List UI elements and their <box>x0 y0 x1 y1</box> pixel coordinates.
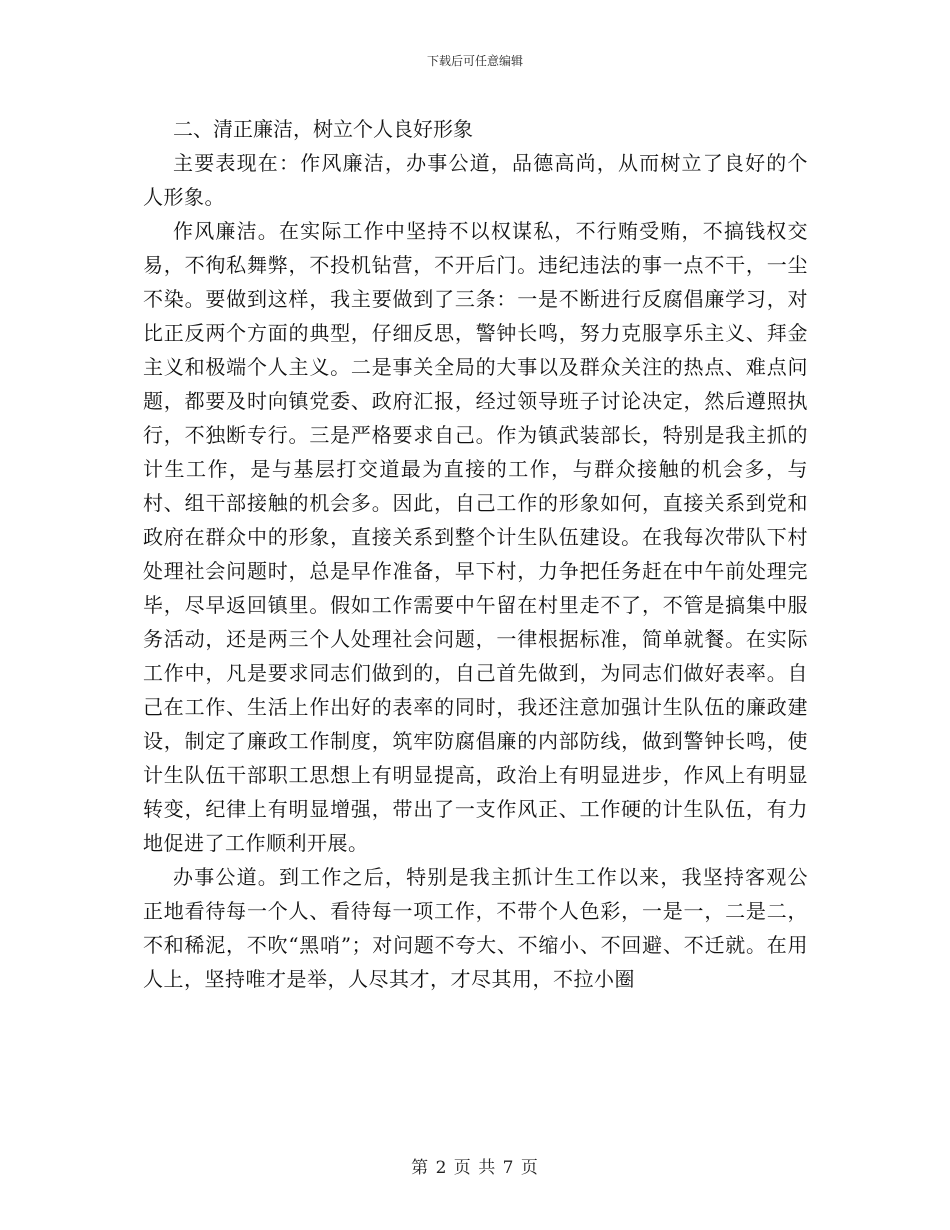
paragraph-intro: 主要表现在：作风廉洁，办事公道，品德高尚，从而树立了良好的个人形象。 <box>143 151 808 209</box>
page-header: 下载后可任意编辑 <box>426 54 523 68</box>
paragraph-fairness: 办事公道。到工作之后，特别是我主抓计生工作以来，我坚持客观公正地看待每一个人、看待每一项工作，不带个人色彩，一是一，二是二，不和稀泥，不吹“黑哨”；对问题不夸大、不缩小、不回避、不迁就。在用人上，坚持唯才是举，人尽其才，才尽其用，不拉小圈 <box>143 865 808 991</box>
page-number: 第 2 页 共 7 页 <box>411 1158 539 1178</box>
document-body <box>143 112 808 996</box>
paragraph-integrity: 作风廉洁。在实际工作中坚持不以权谋私，不行贿受贿，不搞钱权交易，不徇私舞弊，不投机钻营，不开后门。违纪违法的事一点不干，一尘不染。要做到这样，我主要做到了三条：一是不断进行反腐倡廉学习，对比正反两个方面的典型，仔细反思，警钟长鸣，努力克服享乐主义、拜金主义和极端个人主义。二是事关全局的大事以及群众关注的热点、难点问题，都要及时向镇党委、政府汇报，经过领导班子讨论决定，然后遵照执行，不独断专行。三是严格要求自己。作为镇武装部长，特别是我主抓的计生工作，是与基层打交道最为直接的工作，与群众接触的机会多，与村、组干部接触的机会多。因此，自己工作的形象如何，直接关系到党和政府在群众中的形象，直接关系到整个计生队伍建设。在我每次带队下村处理社会问题时，总是早作准备，早下村，力争把任务赶在中午前处理完毕，尽早返回镇里。假如工作需要中午留在村里走不了，不管是搞集中服务活动，还是两三个人处理社会问题，一律根据标准，简单就餐。在实际工作中，凡是要求同志们做到的，自己首先做到，为同志们做好表率。自己在工作、生活上作出好的表率的同时，我还注意加强计生队伍的廉政建设，制定了廉政工作制度，筑牢防腐倡廉的内部防线，做到警钟长鸣，使计生队伍干部职工思想上有明显提高，政治上有明显进步，作风上有明显转变，纪律上有明显增强，带出了一支作风正、工作硬的计生队伍，有力地促进了工作顺利开展。 <box>143 219 808 855</box>
section-heading: 二、清正廉洁，树立个人良好形象 <box>173 117 473 141</box>
